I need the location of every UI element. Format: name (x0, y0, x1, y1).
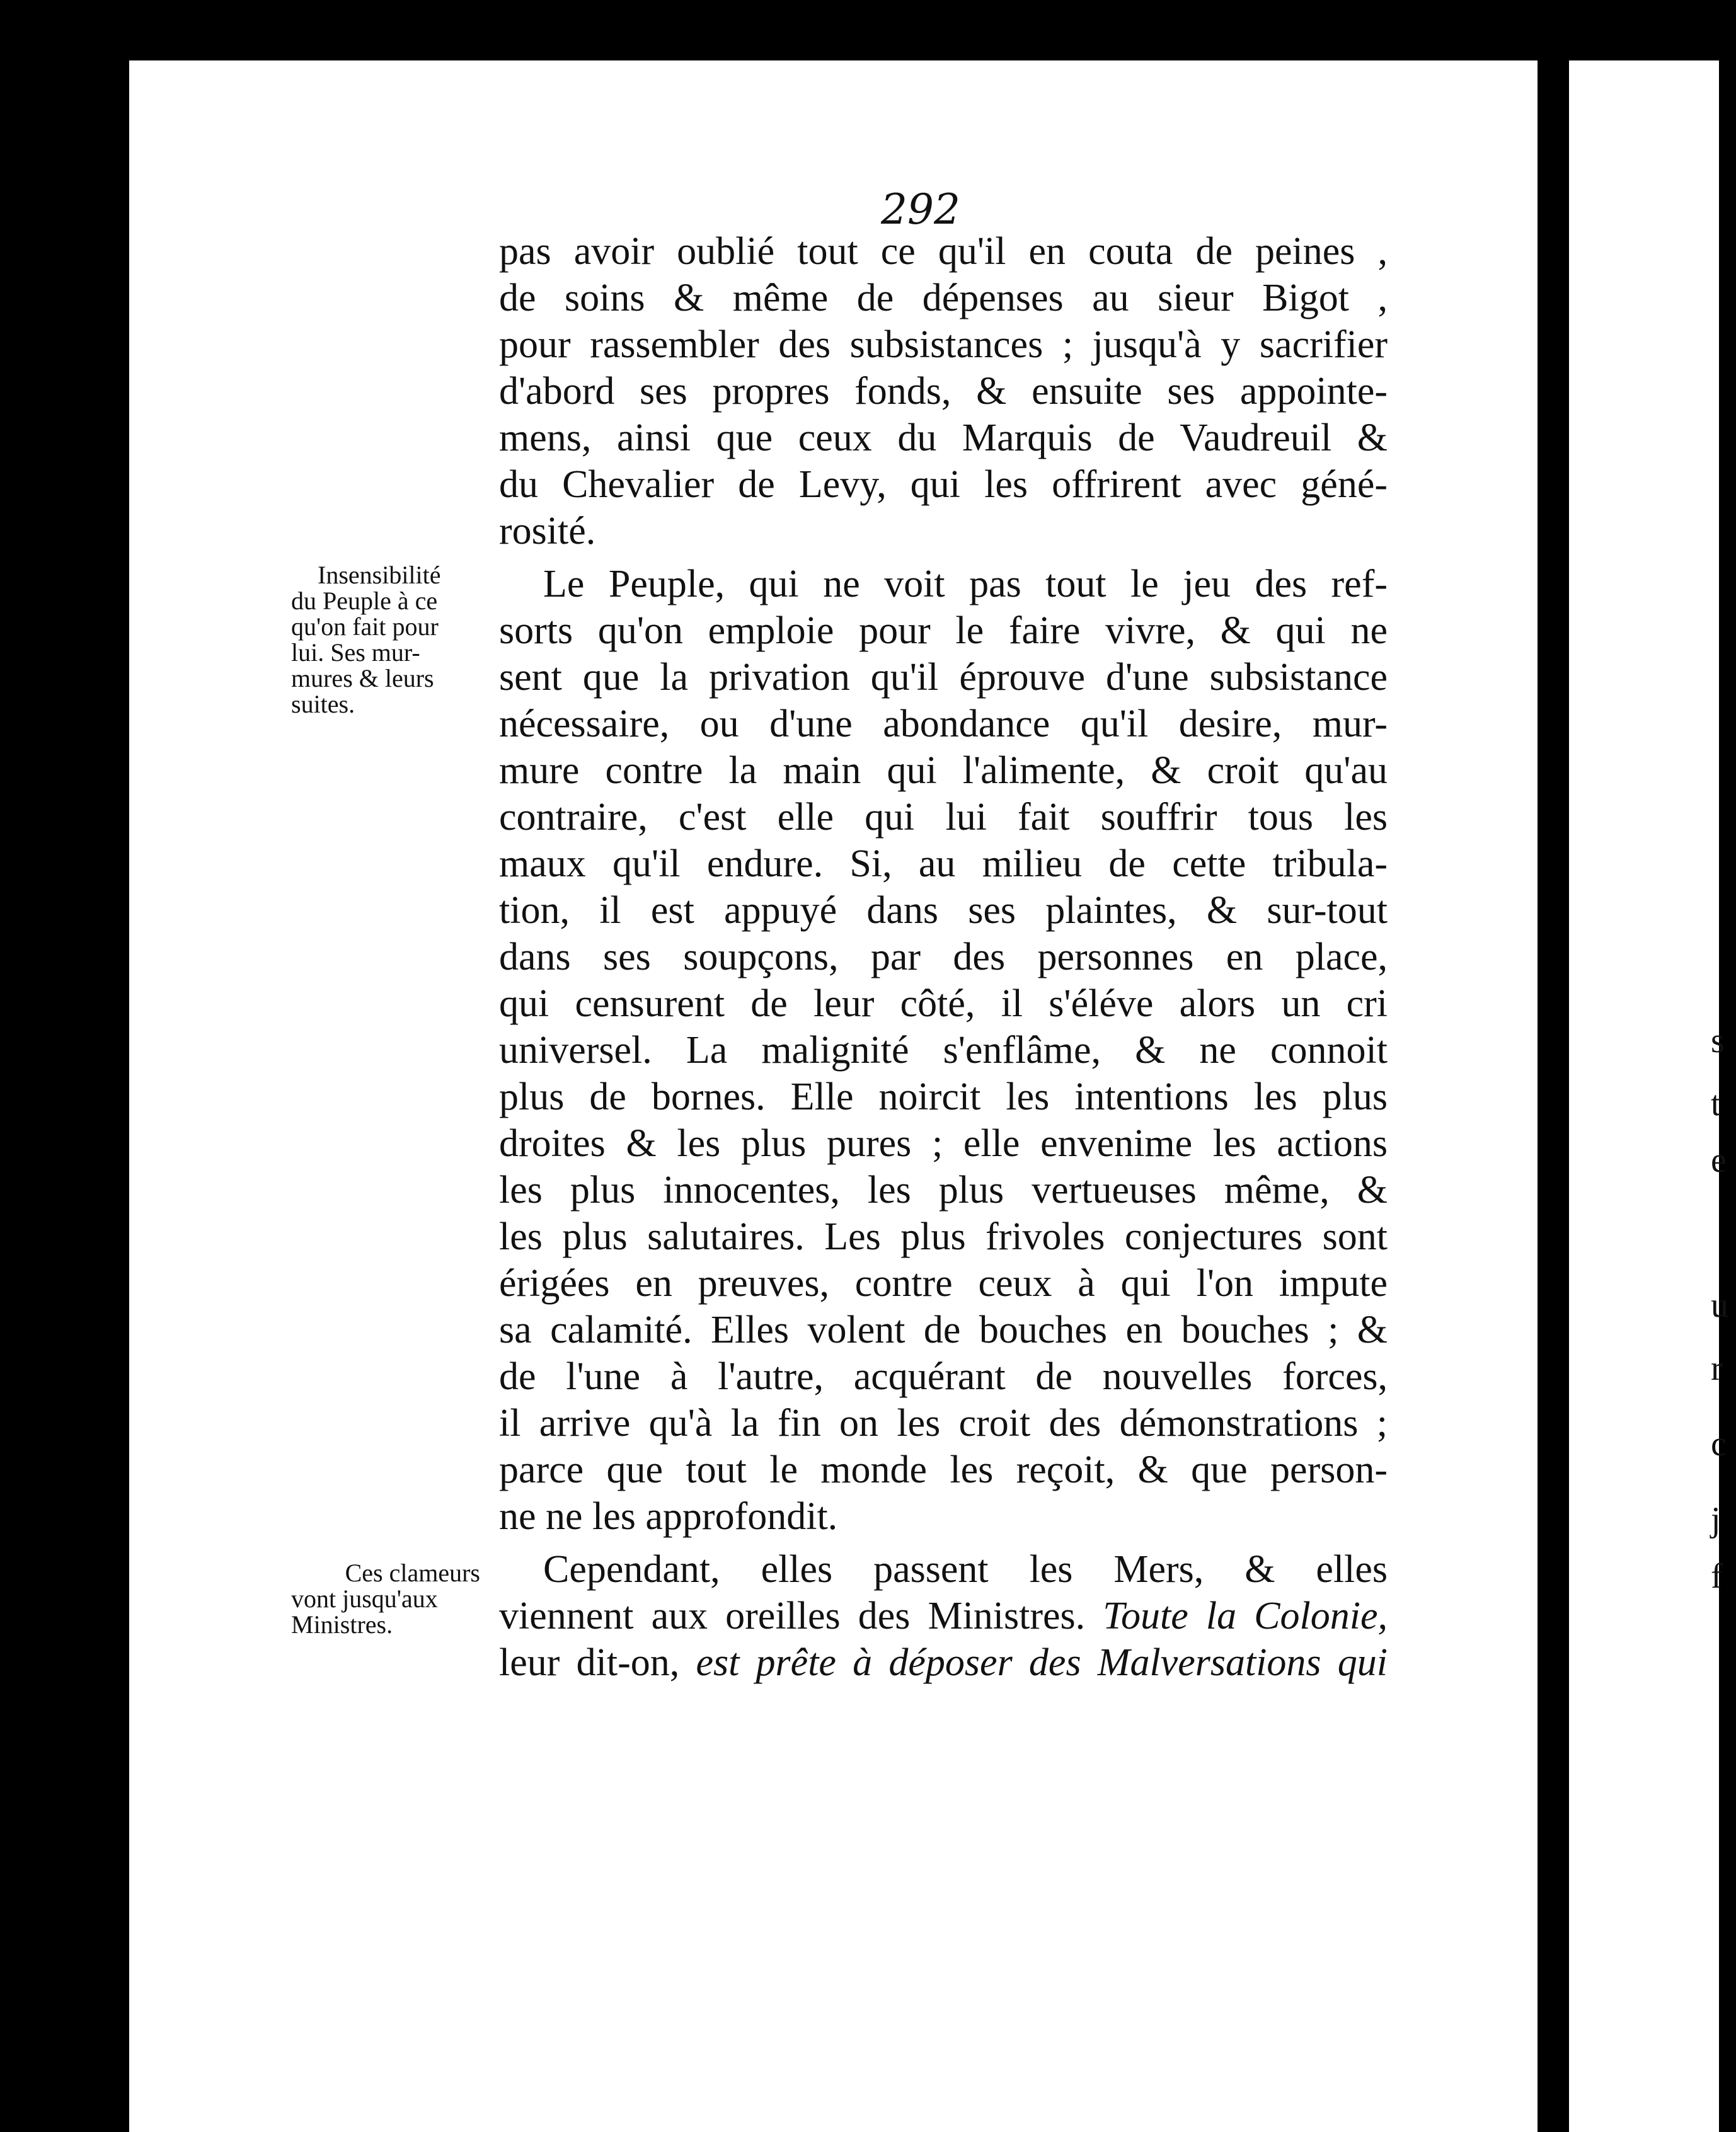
margin-note-line: qu'on fait pour (291, 612, 439, 641)
page-gutter (1538, 60, 1569, 2132)
text-line-roman: leur dit-on, (499, 1641, 680, 1684)
text-line: plus de bornes. Elle noircit les intentions les plus (499, 1075, 1388, 1118)
text-line: érigées en preuves, contre ceux à qui l'on impute (499, 1262, 1388, 1305)
text-line: de soins & même de dépenses au sieur Bigot , (499, 277, 1388, 319)
margin-note-line: Insensibilité (318, 561, 441, 589)
body-text (499, 228, 1388, 1686)
text-line: il arrive qu'à la fin on les croit des démonstrations ; (499, 1402, 1388, 1445)
facing-page-letter: f (1711, 1557, 1723, 1596)
margin-note-line: vont jusqu'aux (291, 1585, 438, 1613)
text-line: droites & les plus pures ; elle envenime les actions (499, 1122, 1388, 1165)
text-line: parce que tout le monde les reçoit, & que person- (499, 1448, 1388, 1491)
margin-note-line: lui. Ses mur- (291, 638, 420, 667)
text-line: mure contre la main qui l'alimente, & croit qu'au (499, 749, 1388, 792)
margin-note-clameurs (291, 1560, 480, 1637)
text-line (499, 1639, 1388, 1686)
text-line: maux qu'il endure. Si, au milieu de cette tribula- (499, 842, 1388, 885)
text-line: pour rassembler des subsistances ; jusqu'à y sacrifier (499, 323, 1388, 366)
paragraph-gap (499, 1540, 1388, 1546)
text-line-italic: est prête à déposer des Malversations qui (696, 1641, 1388, 1684)
paragraph-gap (499, 554, 1388, 561)
text-line: les plus salutaires. Les plus frivoles conjectures sont (499, 1215, 1388, 1258)
facing-page-edge (1569, 60, 1719, 2132)
text-line: les plus innocentes, les plus vertueuses même, & (499, 1169, 1388, 1212)
margin-note-line: du Peuple à ce (291, 587, 438, 615)
text-line: ne ne les approfondit. (499, 1495, 838, 1538)
margin-note-line: mures & leurs (291, 664, 434, 692)
text-line (499, 1593, 1388, 1639)
text-line: tion, il est appuyé dans ses plaintes, & sur-tout (499, 889, 1388, 932)
facing-page-letter: r (1711, 1349, 1723, 1388)
text-line: de l'une à l'autre, acquérant de nouvelles forces, (499, 1355, 1388, 1398)
margin-note-insensibilite (291, 562, 480, 717)
text-line: Cependant, elles passent les Mers, & elles (543, 1548, 1388, 1591)
text-line: universel. La malignité s'enflâme, & ne connoit (499, 1029, 1388, 1072)
facing-page-letter: t (1711, 1084, 1721, 1123)
facing-page-letter: u (1711, 1286, 1728, 1325)
facing-page-letter: s (1711, 1021, 1725, 1060)
margin-note-line: Ces clameurs (345, 1559, 480, 1587)
text-line: nécessaire, ou d'une abondance qu'il desire, mur- (499, 702, 1388, 745)
margin-note-line: suites. (291, 690, 355, 718)
text-line: du Chevalier de Levy, qui les offrirent avec géné- (499, 463, 1388, 506)
text-line: dans ses soupçons, par des personnes en place, (499, 936, 1388, 978)
facing-page-letter: j (1711, 1500, 1721, 1539)
margin-note-line: Ministres. (291, 1610, 393, 1639)
text-line-italic: Toute la Colonie, (1103, 1595, 1388, 1637)
text-line-roman: viennent aux oreilles des Ministres. (499, 1595, 1086, 1637)
text-line: sorts qu'on emploie pour le faire vivre, & qui ne (499, 609, 1388, 652)
text-line: sent que la privation qu'il éprouve d'une subsistance (499, 656, 1388, 699)
text-line: d'abord ses propres fonds, & ensuite ses appointe- (499, 370, 1388, 413)
page-number: 292 (881, 185, 960, 234)
text-line: rosité. (499, 510, 596, 553)
text-line: pas avoir oublié tout ce qu'il en couta de peines , (499, 230, 1388, 273)
text-line: qui censurent de leur côté, il s'éléve alors un cri (499, 982, 1388, 1025)
text-line: Le Peuple, qui ne voit pas tout le jeu des ref- (543, 563, 1388, 605)
text-line: contraire, c'est elle qui lui fait souffrir tous les (499, 796, 1388, 839)
text-line: mens, ainsi que ceux du Marquis de Vaudreuil & (499, 416, 1388, 459)
facing-page-letter: c (1711, 1424, 1727, 1464)
facing-page-letter: e (1711, 1141, 1727, 1180)
text-line: sa calamité. Elles volent de bouches en bouches ; & (499, 1309, 1388, 1351)
